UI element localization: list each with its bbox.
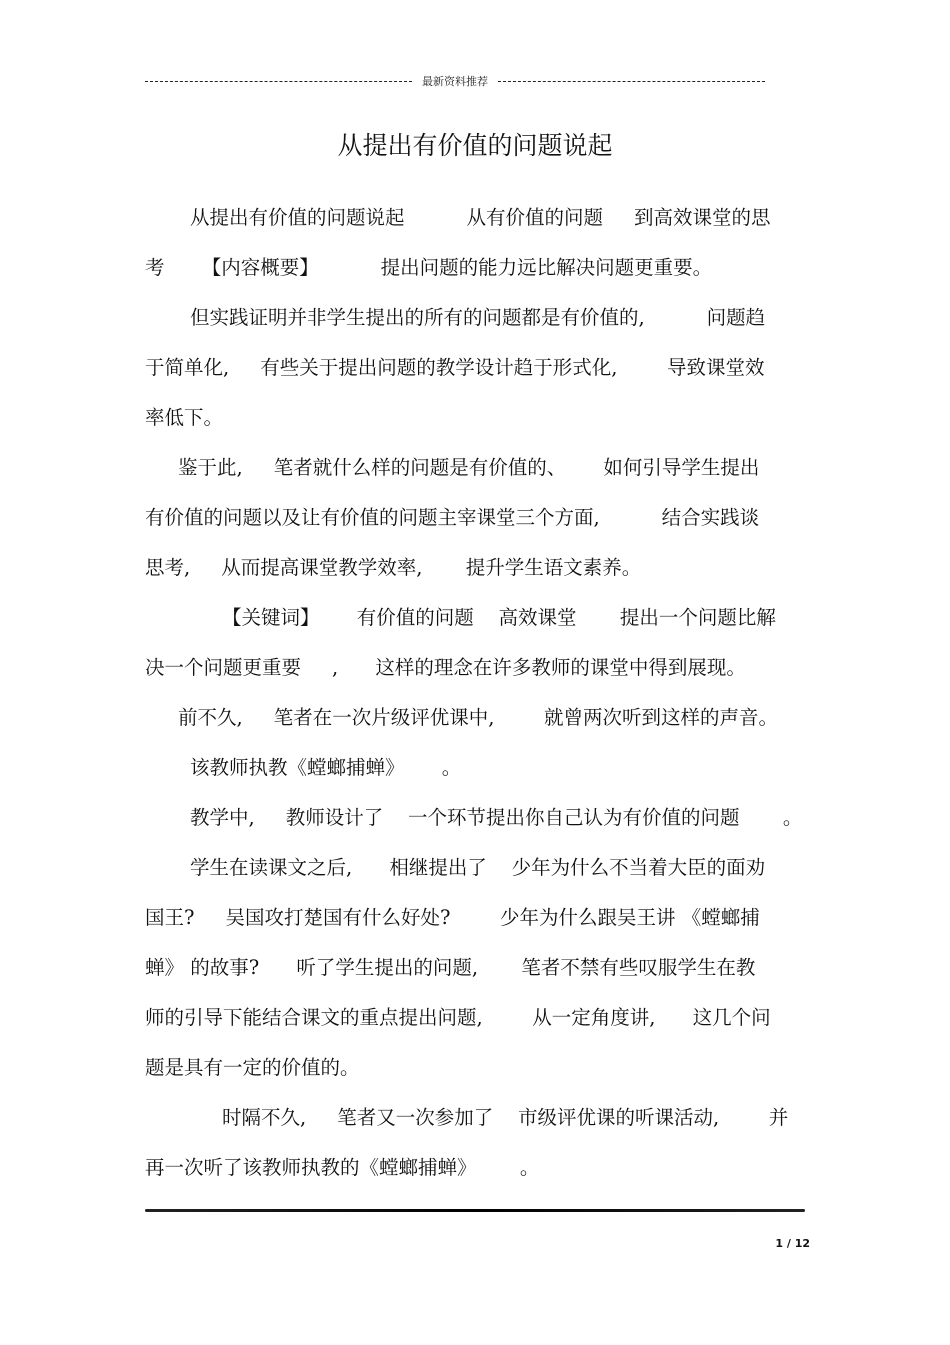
text-line: 考 【内容概要】 提出问题的能力远比解决问题更重要。 [145, 256, 713, 279]
text-line: 学生在读课文之后, 相继提出了 少年为什么不当着大臣的面劝 [190, 856, 766, 879]
header-dash-right [498, 81, 765, 82]
text-line: 该教师执教《螳螂捕蝉》 。 [190, 756, 462, 779]
text-line: 教学中, 教师设计了 一个环节提出你自己认为有价值的问题 。 [190, 806, 803, 829]
text-line: 时隔不久, 笔者又一次参加了 市级评优课的听课活动, 并 [222, 1106, 789, 1129]
text-line: 蝉》 的故事? 听了学生提出的问题, 笔者不禁有些叹服学生在教 [145, 956, 756, 979]
text-line: 师的引导下能结合课文的重点提出问题, 从一定角度讲, 这几个问 [145, 1006, 771, 1029]
footer-rule [145, 1209, 805, 1212]
text-line: 决一个问题更重要 , 这样的理念在许多教师的课堂中得到展现。 [145, 656, 746, 679]
text-line: 鉴于此, 笔者就什么样的问题是有价值的、 如何引导学生提出 [178, 456, 760, 479]
text-line: 从提出有价值的问题说起 从有价值的问题 到高效课堂的思 [190, 206, 771, 229]
header-text: 最新资料推荐 [422, 75, 488, 88]
text-line: 但实践证明并非学生提出的所有的问题都是有价值的, 问题趋 [190, 306, 766, 329]
text-line: 国王? 吴国攻打楚国有什么好处? 少年为什么跟吴王讲 《螳螂捕 [145, 906, 760, 929]
text-line: 【关键词】 有价值的问题 高效课堂 提出一个问题比解 [222, 606, 776, 629]
text-line: 有价值的问题以及让有价值的问题主宰课堂三个方面, 结合实践谈 [145, 506, 760, 529]
text-line: 题是具有一定的价值的。 [145, 1056, 360, 1079]
header-dash-left [145, 81, 412, 82]
text-line: 再一次听了该教师执教的《螳螂捕蝉》 。 [145, 1156, 540, 1179]
text-line: 思考, 从而提高课堂教学效率, 提升学生语文素养。 [145, 556, 642, 579]
page-number: 1 / 12 [775, 1237, 810, 1250]
text-line: 于简单化, 有些关于提出问题的教学设计趋于形式化, 导致课堂效 [145, 356, 765, 379]
text-line: 前不久, 笔者在一次片级评优课中, 就曾两次听到这样的声音。 [178, 706, 778, 729]
document-title: 从提出有价值的问题说起 [337, 131, 613, 160]
page-header [145, 72, 765, 90]
text-line: 率低下。 [145, 406, 224, 429]
